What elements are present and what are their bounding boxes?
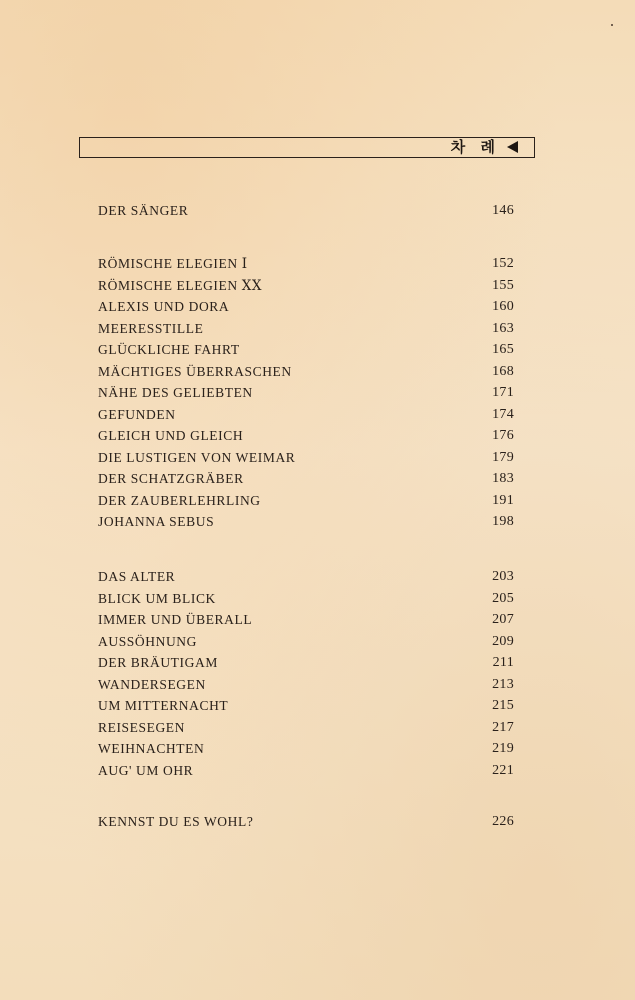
toc-entry-page-number: 209 [492,633,514,649]
toc-entry-title: DIE LUSTIGEN VON WEIMAR [98,449,296,465]
toc-entry-page-number: 171 [492,385,514,400]
toc-entry-title: DAS ALTER [98,569,176,584]
toc-entry-title: GLEICH UND GLEICH [98,428,244,443]
toc-entry-page-number: 219 [492,741,514,756]
toc-entry-page-number: 221 [492,762,514,778]
toc-entry-page-number: 165 [492,342,514,357]
toc-entry-title: JOHANNA SEBUS [98,514,215,529]
toc-entry-title: MEERESSTILLE [98,320,204,336]
toc-entry [98,425,514,446]
toc-entry-page-number: 183 [492,471,514,486]
toc-entry-page-number: 176 [492,428,514,443]
toc-entry [98,318,514,339]
toc-entry-title: DER SÄNGER [98,203,189,218]
toc-entry [98,296,514,317]
toc-entry [98,631,514,652]
toc-entry-title: NÄHE DES GELIEBTEN [98,385,253,400]
toc-entry-page-number: 152 [492,256,514,271]
toc-entry-title: RÖMISCHE ELEGIEN Ⅰ [98,256,248,271]
speck-mark [611,24,613,26]
toc-entry-title: DER SCHATZGRÄBER [98,471,244,486]
toc-entry-page-number: 217 [492,719,514,735]
toc-entry-title: AUSSÖHNUNG [98,633,198,649]
toc-entry-title: DER BRÄUTIGAM [98,655,218,670]
toc-entry-page-number: 168 [492,363,514,379]
toc-entry [98,674,514,695]
toc-entry-title: RÖMISCHE ELEGIEN ⅩⅩ [98,277,263,293]
toc-entry [98,339,514,360]
toc-entry [98,275,514,296]
toc-entry-page-number: 213 [492,676,514,692]
toc-entry [98,738,514,759]
toc-entry-title: IMMER UND ÜBERALL [98,612,253,627]
toc-entry-page-number: 191 [492,492,514,508]
toc-entry-page-number: 160 [492,299,514,314]
toc-entry [98,609,514,630]
toc-entry-page-number: 203 [492,569,514,584]
toc-entry-title: KENNST DU ES WOHL? [98,814,254,829]
toc-entry-title: DER ZAUBERLEHRLING [98,492,261,508]
toc-entry-page-number: 211 [492,655,514,670]
toc-entry [98,447,514,468]
toc-entry-page-number: 163 [492,320,514,336]
toc-entry-title: GLÜCKLICHE FAHRT [98,342,240,357]
toc-entry-title: MÄCHTIGES ÜBERRASCHEN [98,363,292,379]
toc-entry-page-number: 179 [492,449,514,465]
toc-entry-page-number: 198 [492,514,514,529]
toc-entry [98,511,514,532]
toc-entry [98,361,514,382]
toc-entry-title: REISESEGEN [98,719,185,735]
toc-entry-page-number: 155 [492,277,514,293]
toc-entry-title: GEFUNDEN [98,406,176,422]
toc-entry [98,695,514,716]
toc-entry-page-number: 226 [492,814,514,829]
contents-header-box [79,137,535,158]
toc-entry-title: WANDERSEGEN [98,676,206,692]
toc-entry [98,382,514,403]
toc-entry-title: AUG' UM OHR [98,762,194,778]
toc-entry-page-number: 215 [492,698,514,713]
toc-entry-title: UM MITTERNACHT [98,698,229,713]
toc-entry-page-number: 207 [492,612,514,627]
toc-entry [98,588,514,609]
toc-entry [98,468,514,489]
toc-entry-title: WEIHNACHTEN [98,741,205,756]
toc-entry-title: ALEXIS UND DORA [98,299,230,314]
toc-entry [98,404,514,425]
toc-entry-page-number: 146 [492,203,514,218]
toc-entry [98,200,514,221]
toc-entry [98,490,514,511]
toc-entry [98,652,514,673]
left-triangle-icon [507,141,518,153]
toc-entry-title: BLICK UM BLICK [98,590,216,606]
toc-entry [98,760,514,781]
toc-entry [98,717,514,738]
toc-entry [98,253,514,274]
toc-entry-page-number: 205 [492,590,514,606]
contents-title: 차 례 [450,138,500,156]
toc-entry [98,811,514,832]
toc-entry [98,566,514,587]
toc-entry-page-number: 174 [492,406,514,422]
